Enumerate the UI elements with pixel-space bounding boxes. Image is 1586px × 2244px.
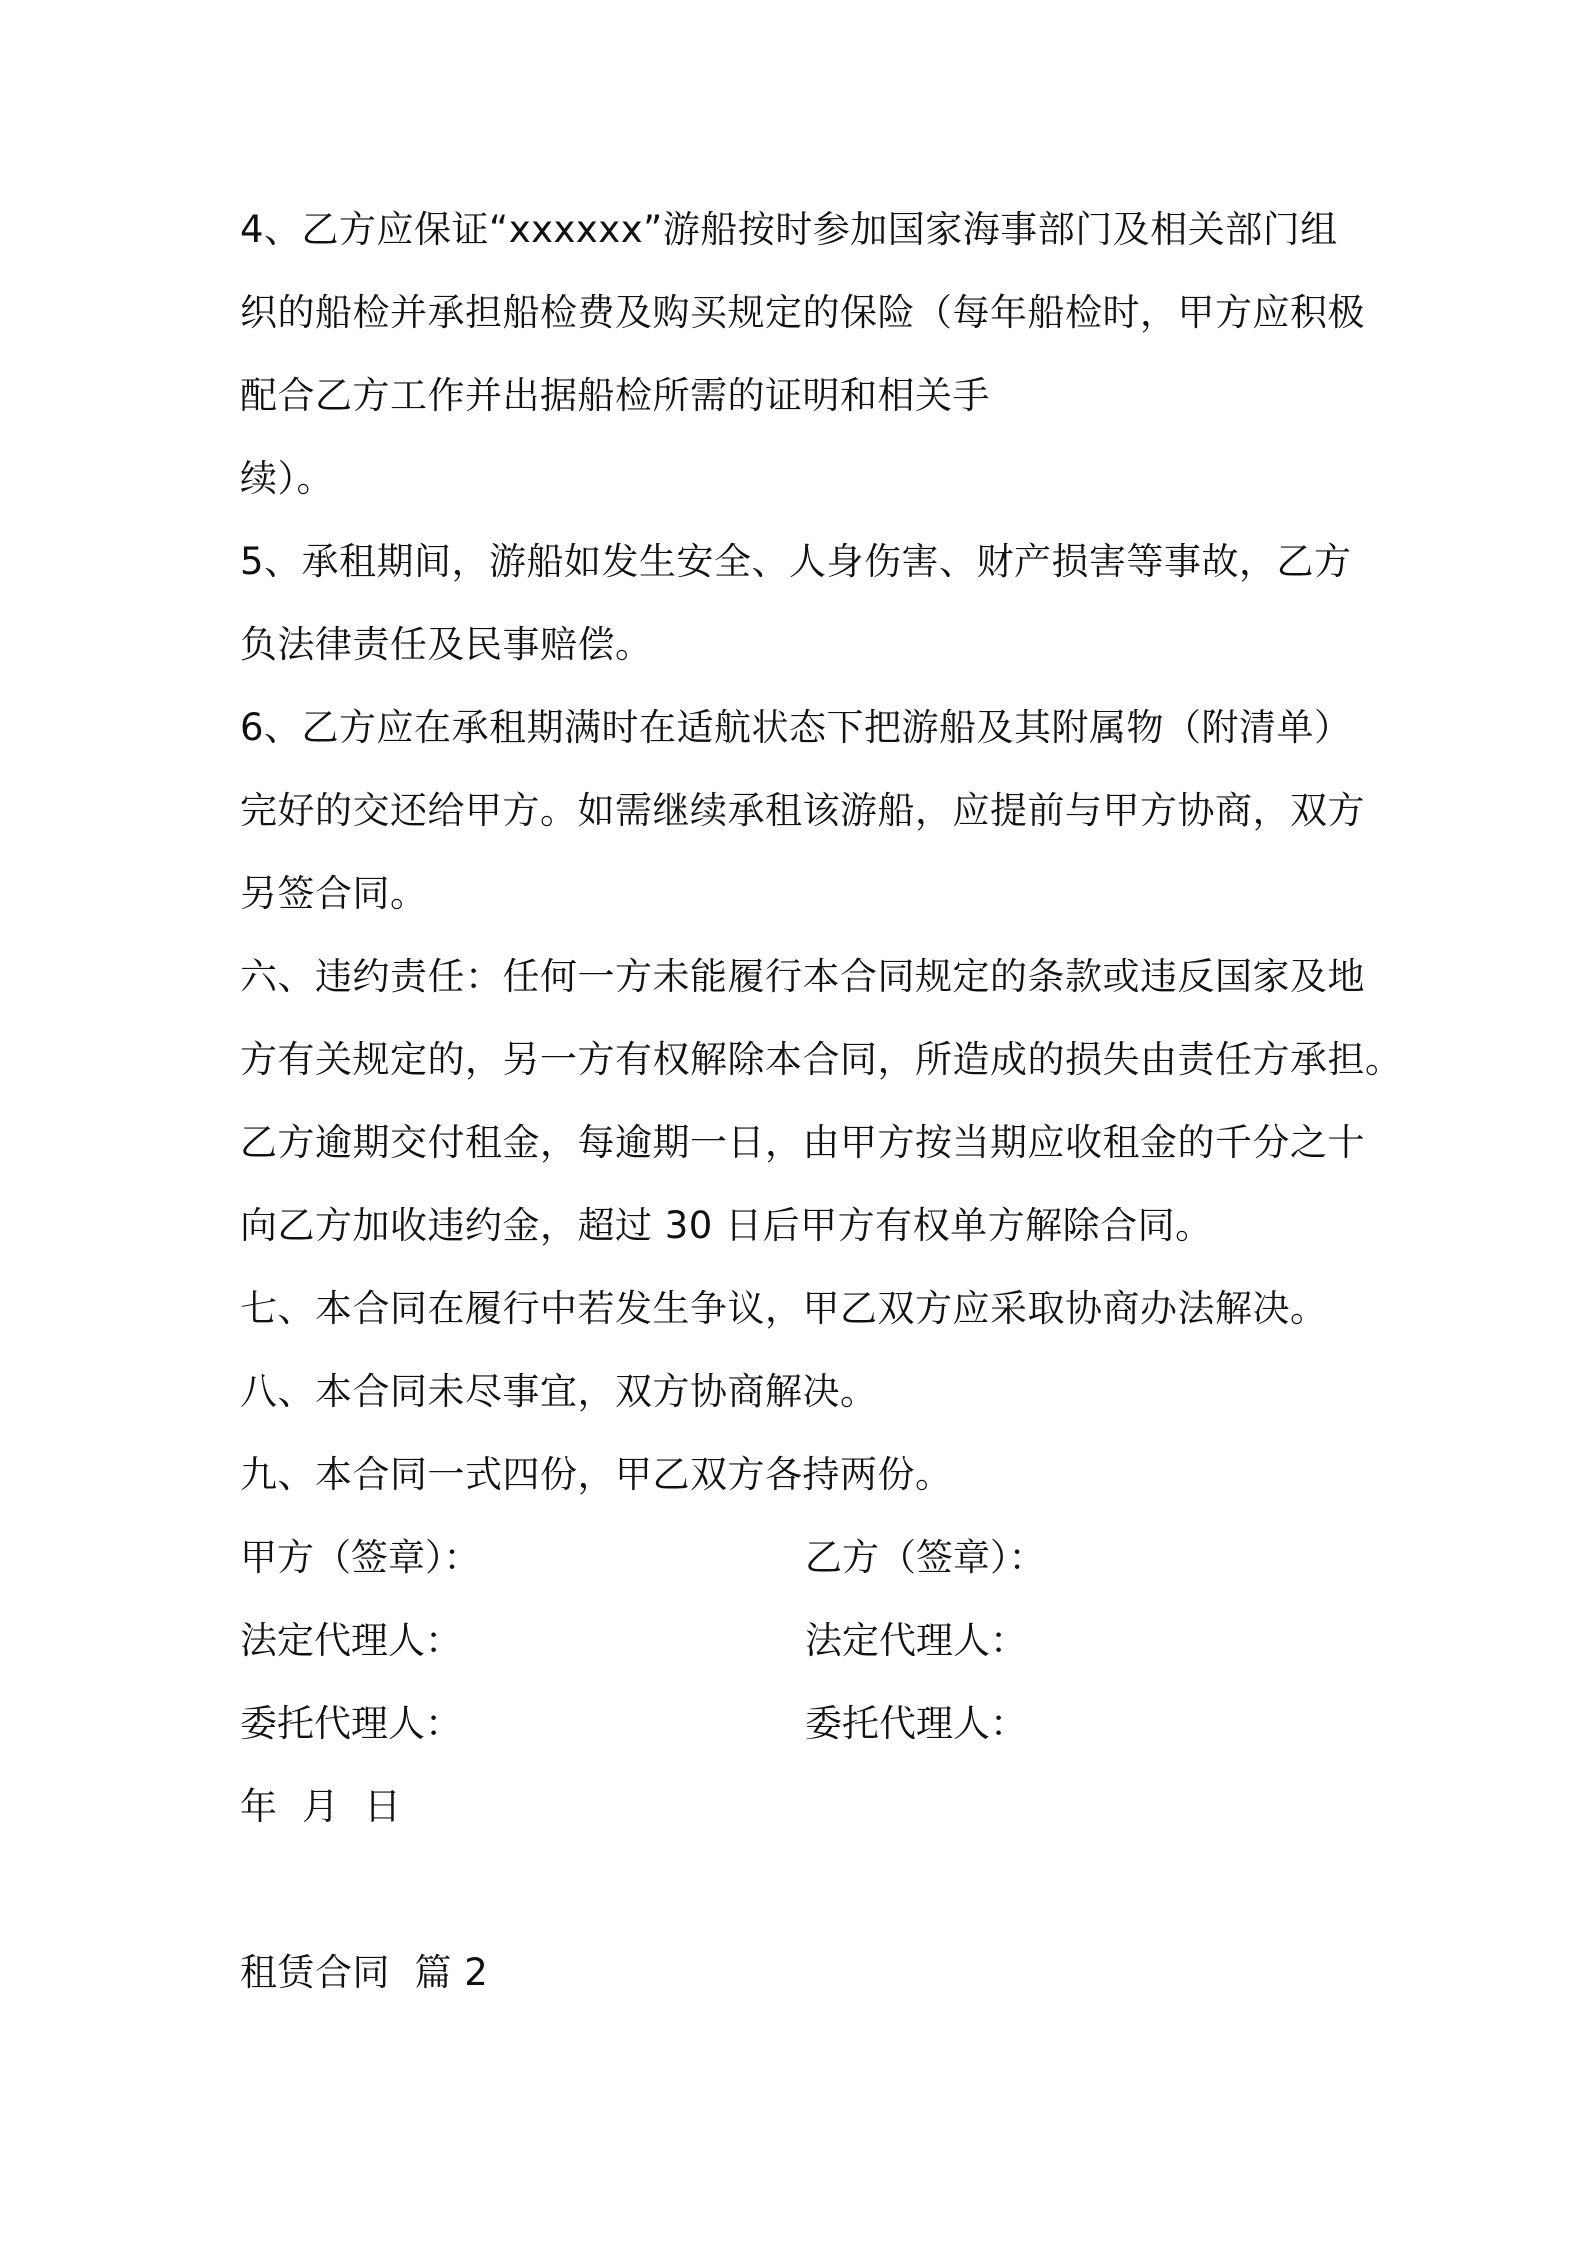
clause-5-line-1: 5、承租期间，游船如发生安全、人身伤害、财产损害等事故，乙方	[240, 540, 1352, 583]
clause-4-line-3: 配合乙方工作并出据船检所需的证明和相关手	[240, 374, 990, 417]
party-b-entrusted-agent-label: 委托代理人：	[805, 1702, 1027, 1745]
date-line: 年 月 日	[240, 1785, 402, 1828]
party-a-entrusted-agent-label: 委托代理人：	[240, 1702, 462, 1745]
clause-4-line-2: 织的船检并承担船检费及购买规定的保险（每年船检时，甲方应积极	[240, 291, 1365, 334]
signature-row-legal-agent	[240, 1615, 1340, 1667]
signature-row-seal	[240, 1532, 1340, 1584]
clause-5-line-2: 负法律责任及民事赔偿。	[240, 623, 653, 666]
clause-6-line-3: 另签合同。	[240, 872, 428, 915]
copies-line: 九、本合同一式四份，甲乙双方各持两份。	[240, 1453, 953, 1496]
clause-6-line-1: 6、乙方应在承租期满时在适航状态下把游船及其附属物（附清单）	[240, 706, 1352, 749]
party-a-seal-label: 甲方（签章）：	[240, 1536, 481, 1579]
breach-line-4: 向乙方加收违约金，超过 30 日后甲方有权单方解除合同。	[240, 1204, 1213, 1247]
party-b-seal-label: 乙方（签章）：	[805, 1536, 1046, 1579]
party-b-legal-agent-label: 法定代理人：	[805, 1619, 1027, 1662]
next-section-title: 租赁合同 篇 2	[240, 1951, 489, 1994]
signature-row-entrusted-agent	[240, 1698, 1340, 1750]
dispute-line: 七、本合同在履行中若发生争议，甲乙双方应采取协商办法解决。	[240, 1287, 1328, 1330]
breach-line-1: 六、违约责任：任何一方未能履行本合同规定的条款或违反国家及地	[240, 955, 1365, 998]
breach-line-2: 方有关规定的，另一方有权解除本合同，所造成的损失由责任方承担。	[240, 1038, 1403, 1081]
party-a-legal-agent-label: 法定代理人：	[240, 1619, 462, 1662]
clause-6-line-2: 完好的交还给甲方。如需继续承租该游船，应提前与甲方协商，双方	[240, 789, 1365, 832]
unresolved-matters-line: 八、本合同未尽事宜，双方协商解决。	[240, 1370, 878, 1413]
clause-4-line-4: 续）。	[240, 457, 334, 500]
breach-line-3: 乙方逾期交付租金，每逾期一日，由甲方按当期应收租金的千分之十	[240, 1121, 1365, 1164]
clause-4-line-1: 4、乙方应保证“xxxxxx”游船按时参加国家海事部门及相关部门组	[240, 208, 1338, 251]
